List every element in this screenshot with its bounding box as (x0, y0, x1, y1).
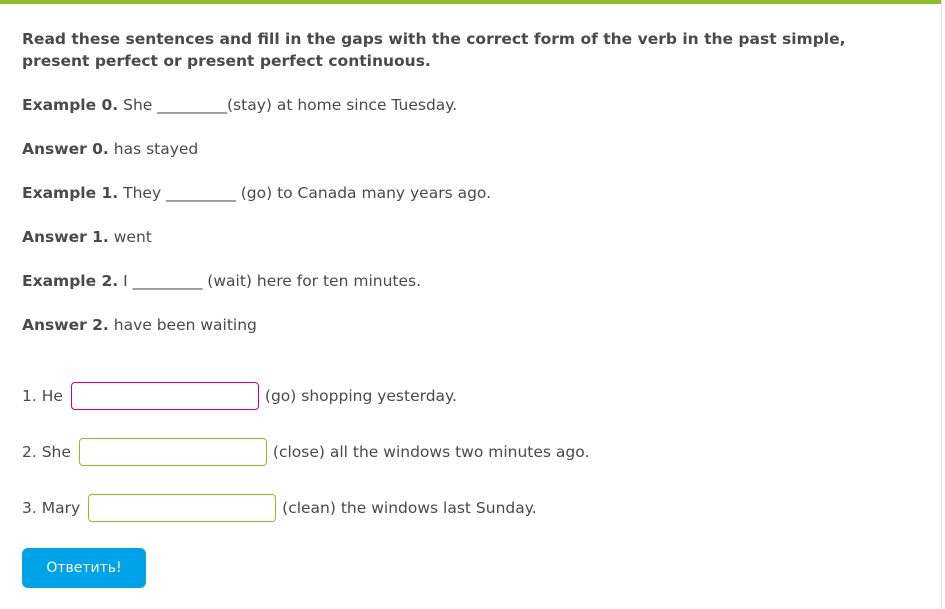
example-2 (22, 270, 421, 292)
example-text: I _________ (wait) here for ten minutes. (123, 272, 422, 290)
example-label: Example 0. (22, 96, 119, 114)
answer-text: went (113, 228, 152, 246)
answer-text: has stayed (113, 140, 199, 158)
answer-1 (22, 226, 152, 248)
example-text: They _________ (go) to Canada many years ago. (123, 184, 492, 202)
task-suffix: (clean) the windows last Sunday. (282, 499, 537, 517)
instructions-text: Read these sentences and fill in the gaps with the correct form of the verb in the past simple, present perfect or present perfect continuous. (22, 30, 846, 70)
example-label: Example 2. (22, 272, 119, 290)
top-accent-bar (0, 0, 941, 4)
task-1-input[interactable] (71, 382, 259, 410)
task-suffix: (go) shopping yesterday. (264, 387, 457, 405)
task-prefix: 3. Mary (22, 499, 81, 517)
answer-2 (22, 314, 257, 336)
answer-label: Answer 0. (22, 140, 109, 158)
task-prefix: 2. She (22, 443, 71, 461)
example-1 (22, 182, 491, 204)
example-label: Example 1. (22, 184, 119, 202)
exercise-content (22, 28, 882, 72)
example-0 (22, 94, 457, 116)
answer-label: Answer 1. (22, 228, 109, 246)
answer-0 (22, 138, 198, 160)
answer-label: Answer 2. (22, 316, 109, 334)
task-prefix: 1. He (22, 387, 63, 405)
example-text: She _________(stay) at home since Tuesday. (123, 96, 458, 114)
answer-text: have been waiting (113, 316, 257, 334)
task-2 (22, 436, 589, 468)
task-suffix: (close) all the windows two minutes ago. (272, 443, 590, 461)
task-1 (22, 380, 457, 412)
task-2-input[interactable] (79, 438, 267, 466)
task-3 (22, 492, 537, 524)
right-border (941, 0, 942, 609)
submit-button[interactable]: Ответить! (22, 548, 146, 588)
task-3-input[interactable] (88, 494, 276, 522)
